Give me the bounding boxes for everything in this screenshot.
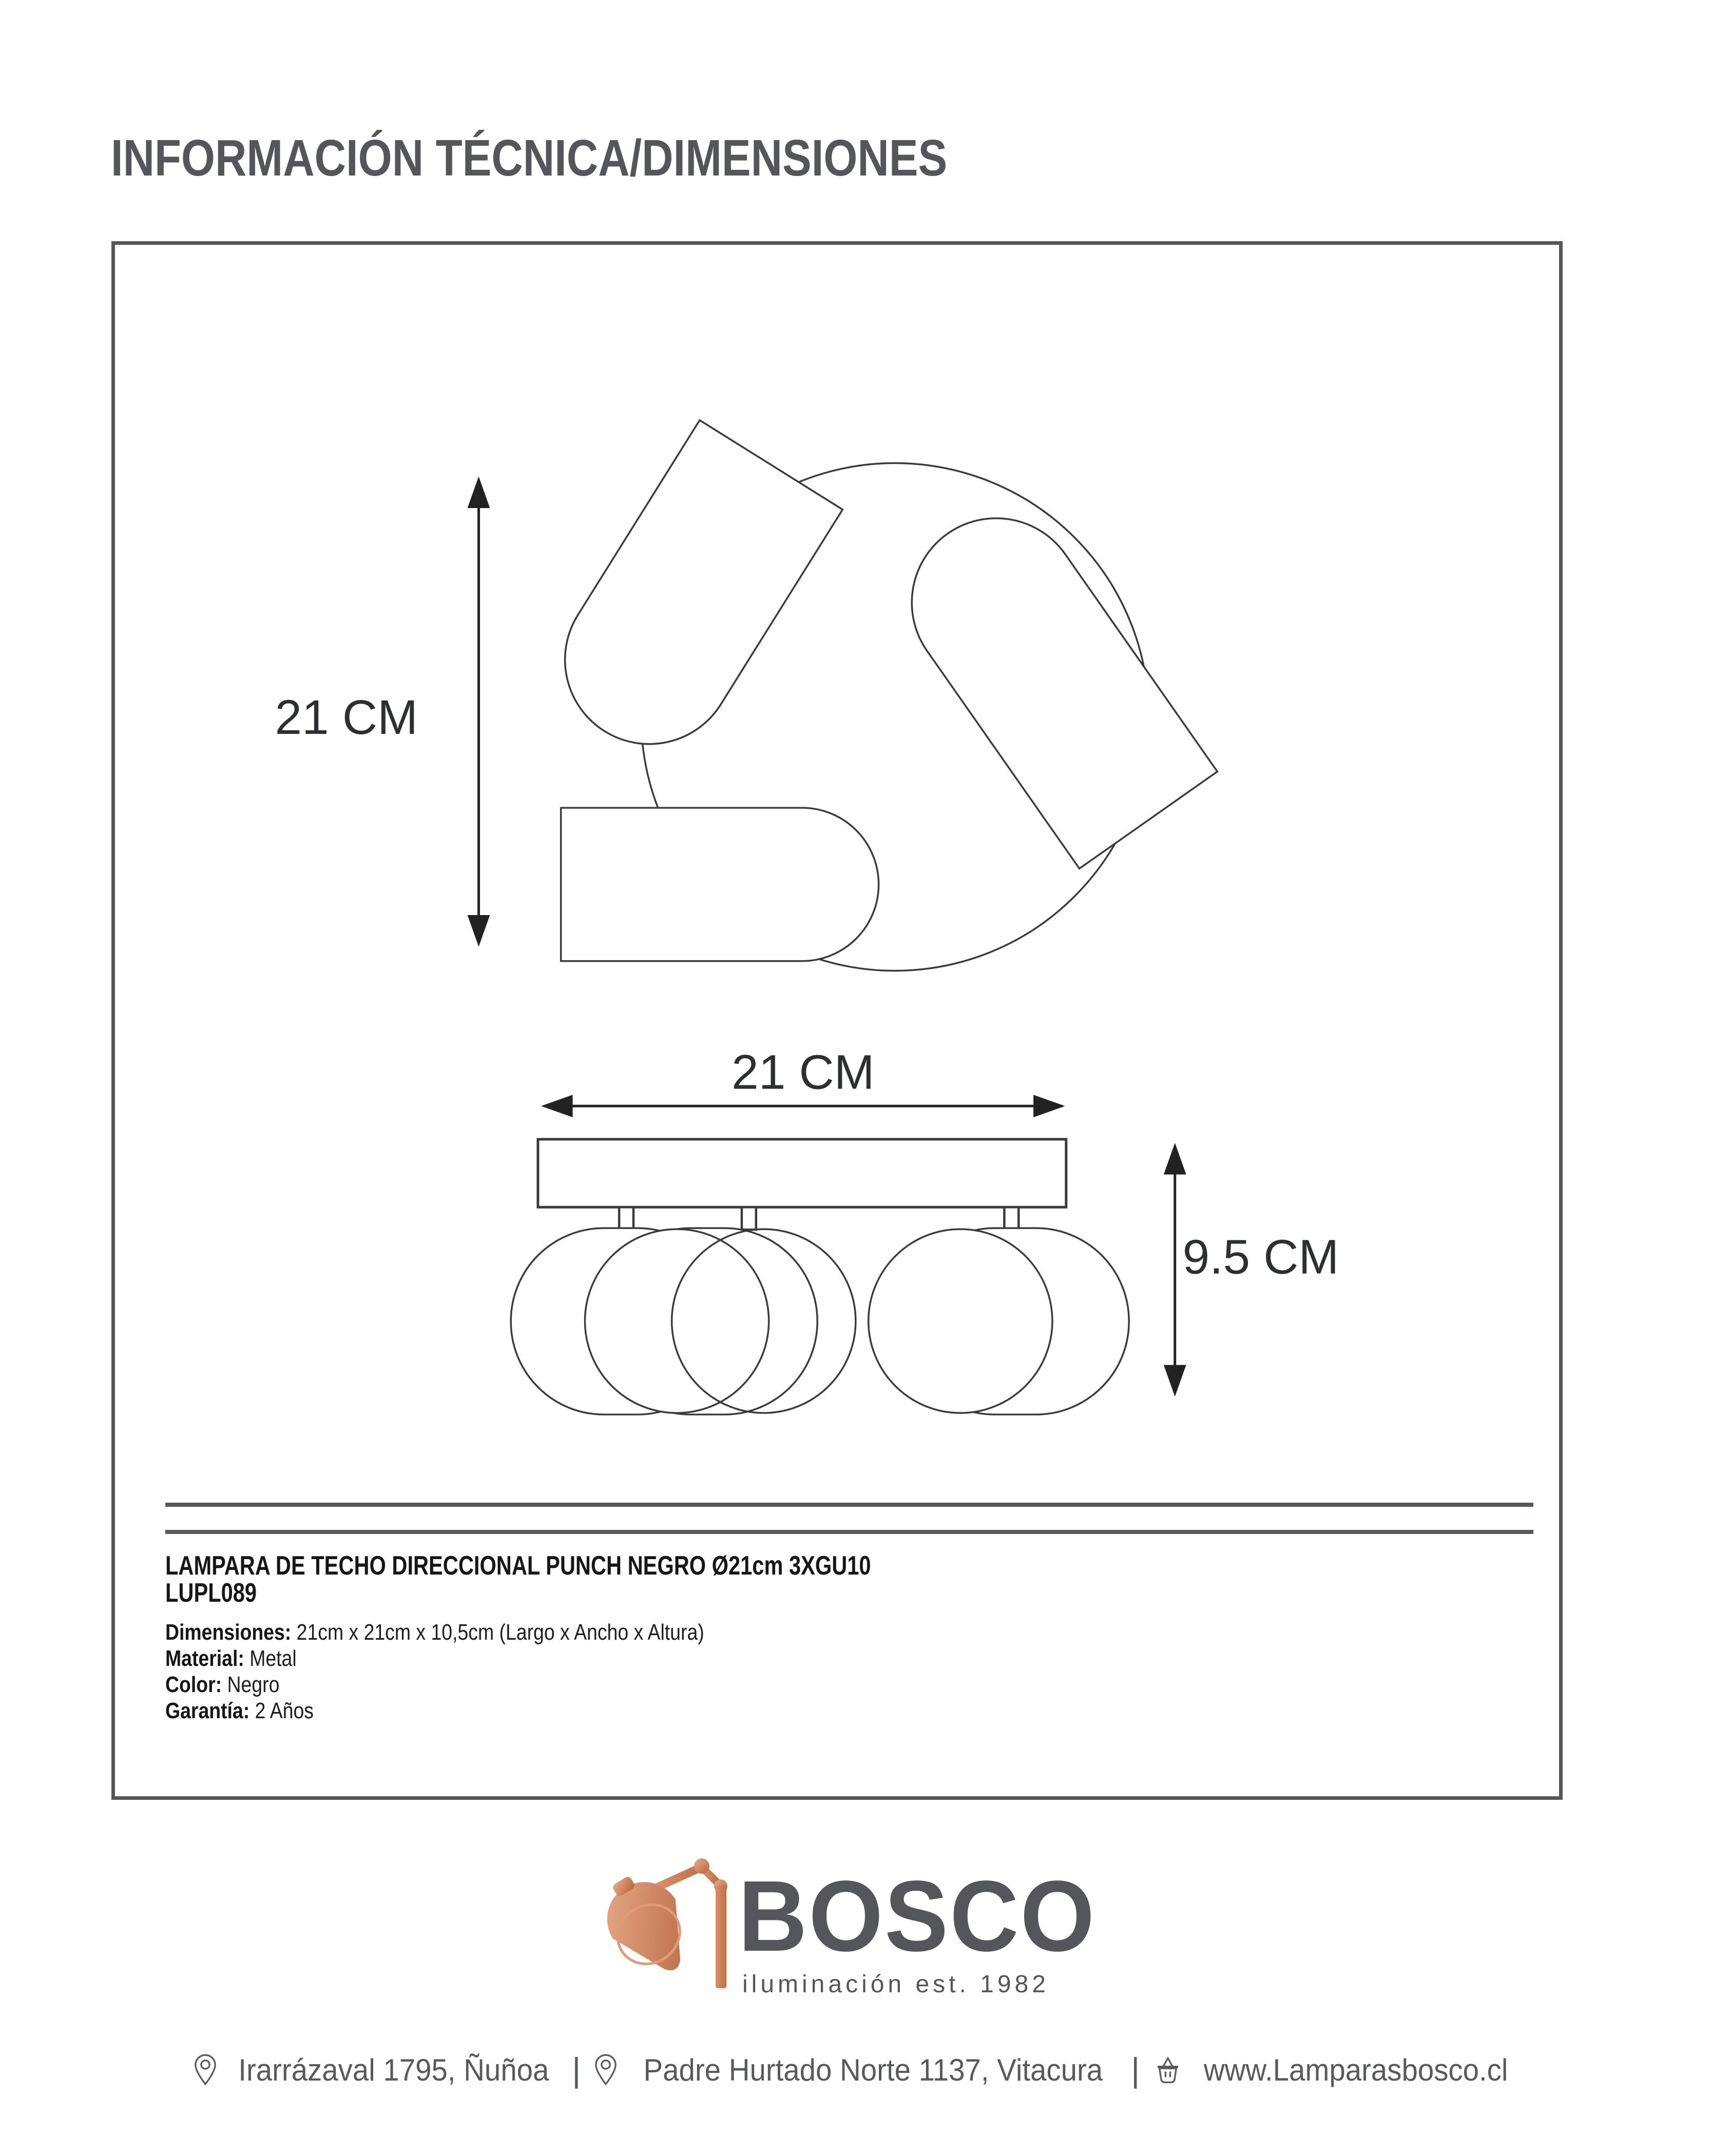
spec-label: Dimensiones: <box>165 1620 292 1645</box>
product-sku: LUPL089 <box>165 1578 257 1608</box>
spec-value: Metal <box>249 1646 297 1671</box>
spec-value: 21cm x 21cm x 10,5cm (Largo x Ancho x Altura) <box>296 1620 704 1645</box>
spec-row-warranty <box>165 1698 704 1724</box>
divider-rule-top <box>165 1503 1533 1507</box>
top-view-drawing <box>561 420 1218 971</box>
spec-label: Color: <box>165 1672 222 1697</box>
footer-divider: | <box>1131 2051 1140 2089</box>
map-pin-icon <box>194 2053 217 2086</box>
brand-tagline: iluminación est. 1982 <box>742 1971 1049 1998</box>
top-view-height-arrow <box>468 476 490 946</box>
shopping-basket-icon <box>1153 2055 1183 2085</box>
footer-website: www.Lamparasbosco.cl <box>1204 2052 1508 2087</box>
diagram-frame <box>111 241 1563 1800</box>
spec-row-material <box>165 1645 704 1672</box>
side-view-head-right <box>869 1228 1129 1414</box>
top-view-height-label: 21 CM <box>275 690 418 745</box>
footer <box>0 2045 1711 2094</box>
spec-row-dimensions <box>165 1619 704 1645</box>
footer-divider: | <box>572 2051 581 2089</box>
brand-logo <box>590 1848 1155 2017</box>
side-view-width-label: 21 CM <box>732 1045 875 1100</box>
spec-value: 2 Años <box>255 1698 314 1723</box>
divider-rule-bottom <box>165 1530 1533 1534</box>
lamp-stems <box>619 1207 1018 1230</box>
side-view-heads-left <box>511 1228 856 1414</box>
map-pin-icon <box>594 2053 618 2086</box>
spec-label: Material: <box>165 1646 244 1671</box>
ceiling-mount-bar <box>538 1139 1066 1207</box>
brand-name: BOSCO <box>738 1860 1097 1972</box>
spec-value: Negro <box>227 1672 280 1697</box>
footer-address-1: Irarrázaval 1795, Ñuñoa <box>238 2052 549 2087</box>
side-view-height-label: 9.5 CM <box>1182 1230 1339 1285</box>
product-name: LAMPARA DE TECHO DIRECCIONAL PUNCH NEGRO Ø21cm 3XGU10 <box>165 1551 871 1581</box>
spec-row-color <box>165 1672 704 1698</box>
footer-address-2: Padre Hurtado Norte 1137, Vitacura <box>643 2052 1103 2087</box>
spec-label: Garantía: <box>165 1698 250 1723</box>
page-title: INFORMACIÓN TÉCNICA/DIMENSIONES <box>111 129 948 187</box>
spec-list <box>165 1619 799 1724</box>
desk-lamp-icon <box>593 1852 744 2003</box>
spot-head-bottom <box>561 808 879 961</box>
